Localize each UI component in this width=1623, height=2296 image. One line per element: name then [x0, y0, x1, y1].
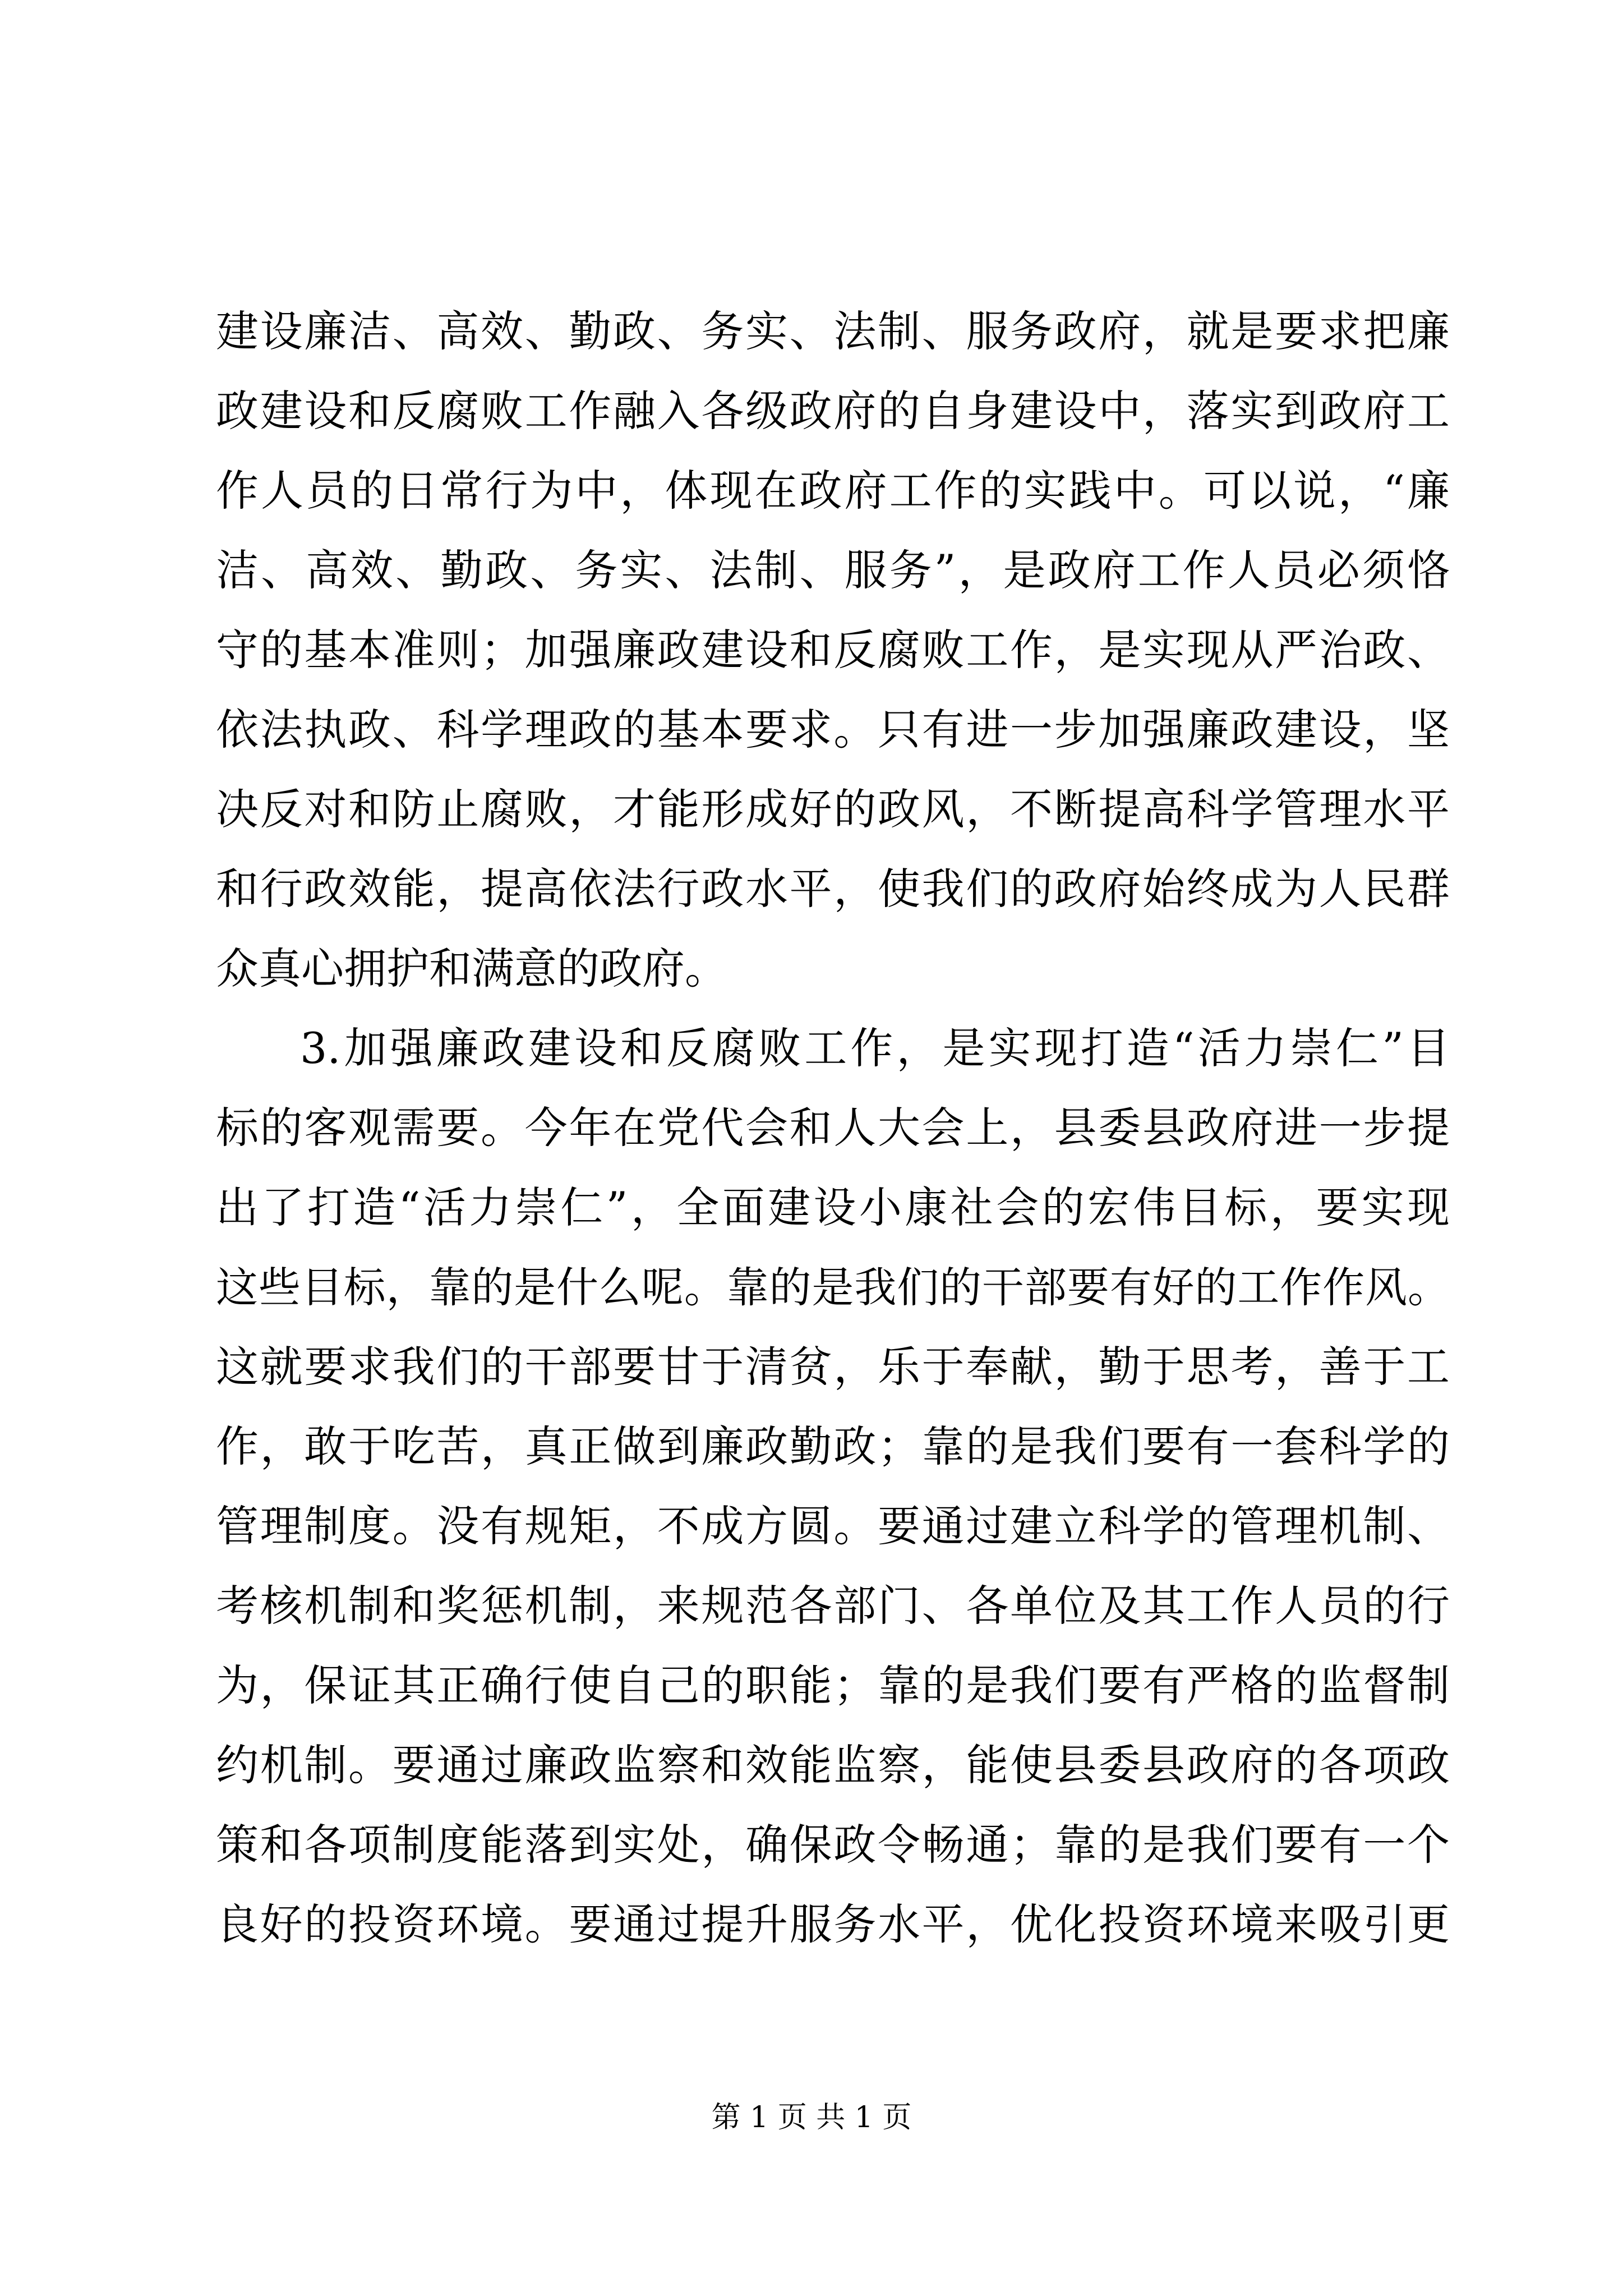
page-footer	[0, 2101, 1623, 2134]
paragraph-2-line-5: 这就要求我们的干部要甘于清贫，乐于奉献，勤于思考，善于工	[216, 1342, 1450, 1392]
paragraph-2-line-8: 考核机制和奖惩机制，来规范各部门、各单位及其工作人员的行	[216, 1581, 1450, 1631]
paragraph-1-line-8: 和行政效能，提高依法行政水平，使我们的政府始终成为人民群	[216, 864, 1450, 914]
paragraph-1-line-6: 依法执政、科学理政的基本要求。只有进一步加强廉政建设，坚	[216, 705, 1450, 754]
paragraph-1-line-9: 众真心拥护和满意的政府。	[216, 944, 727, 993]
paragraph-2-line-3: 出了打造“活力崇仁”，全面建设小康社会的宏伟目标，要实现	[216, 1182, 1450, 1232]
paragraph-1-line-5: 守的基本准则；加强廉政建设和反腐败工作，是实现从严治政、	[216, 625, 1450, 675]
paragraph-1-line-7: 决反对和防止腐败，才能形成好的政风，不断提高科学管理水平	[216, 784, 1450, 834]
paragraph-2-line-6: 作，敢于吃苦，真正做到廉政勤政；靠的是我们要有一套科学的	[216, 1421, 1450, 1471]
paragraph-2-line-2: 标的客观需要。今年在党代会和人大会上，县委县政府进一步提	[216, 1103, 1450, 1153]
paragraph-2-line-11: 策和各项制度能落到实处，确保政令畅通；靠的是我们要有一个	[216, 1820, 1450, 1870]
paragraph-2-line-12: 良好的投资环境。要通过提升服务水平，优化投资环境来吸引更	[216, 1899, 1450, 1949]
paragraph-2-line-7: 管理制度。没有规矩，不成方圆。要通过建立科学的管理机制、	[216, 1501, 1450, 1551]
document-body	[216, 292, 1450, 1964]
paragraph-2-line-9: 为，保证其正确行使自己的职能；靠的是我们要有严格的监督制	[216, 1660, 1450, 1710]
paragraph-1-line-3: 作人员的日常行为中，体现在政府工作的实践中。可以说，“廉	[216, 466, 1450, 516]
paragraph-2-line-1: 3.加强廉政建设和反腐败工作，是实现打造“活力崇仁”目	[300, 1023, 1450, 1073]
paragraph-1-line-1: 建设廉洁、高效、勤政、务实、法制、服务政府，就是要求把廉	[216, 306, 1450, 356]
page-number-label: 第 1 页 共 1 页	[711, 2101, 912, 2134]
paragraph-1-line-2: 政建设和反腐败工作融入各级政府的自身建设中，落实到政府工	[216, 386, 1450, 436]
paragraph-1-line-4: 洁、高效、勤政、务实、法制、服务”，是政府工作人员必须恪	[216, 545, 1450, 595]
paragraph-2-line-10: 约机制。要通过廉政监察和效能监察，能使县委县政府的各项政	[216, 1740, 1450, 1790]
paragraph-2-line-4: 这些目标，靠的是什么呢。靠的是我们的干部要有好的工作作风。	[216, 1263, 1450, 1312]
